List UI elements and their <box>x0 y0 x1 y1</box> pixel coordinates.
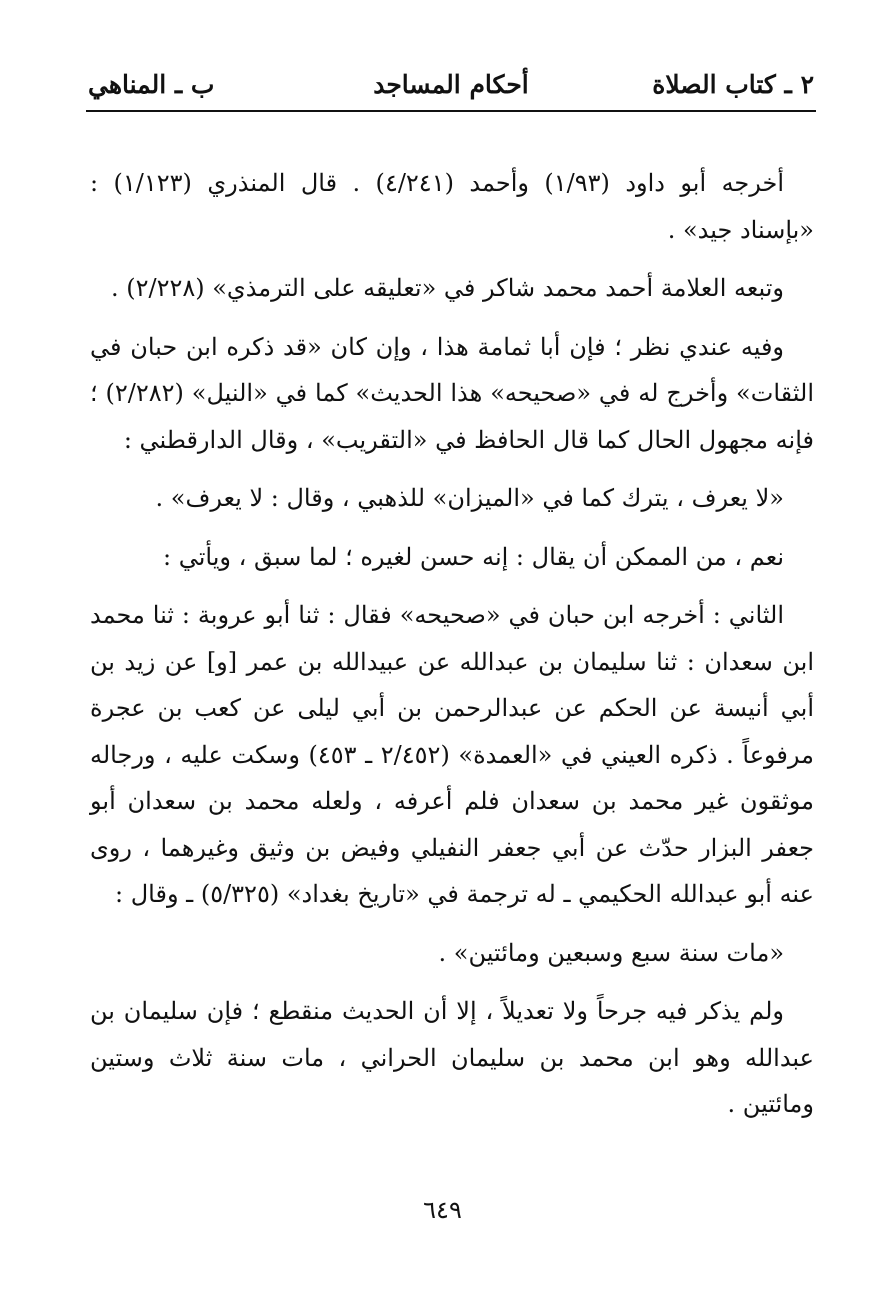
paragraph-1: أخرجه أبو داود (١/٩٣) وأحمد (٤/٢٤١) . قال المنذري (١/١٢٣) : «بإسناد جيد» . <box>90 169 814 244</box>
running-head <box>88 66 814 106</box>
header-subsection-title: ب ـ المناهي <box>88 70 215 99</box>
body-text <box>90 160 814 1140</box>
paragraph-2: وتبعه العلامة أحمد محمد شاكر في «تعليقه على الترمذي» (٢/٢٢٨) . <box>110 274 784 302</box>
paragraph-7: «مات سنة سبع وسبعين ومائتين» . <box>438 938 784 967</box>
paragraph-8: ولم يذكر فيه جرحاً ولا تعديلاً ، إلا أن الحديث منقطع ؛ فإن سليمان بن عبدالله وهو ابن محمد بن سليمان الحراني ، مات سنة ثلاث وستين ومائتين . <box>90 997 814 1118</box>
paragraph-4: «لا يعرف ، يترك كما في «الميزان» للذهبي ، وقال : لا يعرف» . <box>155 484 784 512</box>
page-number: ٦٤٩ <box>423 1196 462 1224</box>
paragraph-6: الثاني : أخرجه ابن حبان في «صحيحه» فقال : ثنا أبو عروبة : ثنا محمد ابن سعدان : ثنا سليمان بن عبدالله عن عبيدالله بن عمر [و] عن زيد بن أبي أنيسة عن الحكم عن عبدالرحمن بن أبي ليلى عن كعب بن عجرة مرفوعاً . ذكره العيني في «العمدة» (٢/٤٥٢ ـ ٤٥٣) وسكت عليه ، ورجاله موثقون غير محمد بن سعدان فلم أعرفه ، ولعله محمد بن سعدان أبو جعفر البزار حدّث عن أبي جعفر النفيلي وفيض بن وثيق وغيرهما ، روى عنه أبو عبدالله الحكيمي ـ له ترجمة في «تاريخ بغداد» (٥/٣٢٥) ـ وقال : <box>90 601 815 908</box>
paragraph-5: نعم ، من الممكن أن يقال : إنه حسن لغيره ؛ لما سبق ، ويأتي : <box>162 542 784 571</box>
paragraph-3: وفيه عندي نظر ؛ فإن أبا ثمامة هذا ، وإن كان «قد ذكره ابن حبان في الثقات» وأخرج له في «صحيحه» هذا الحديث» كما في «النيل» (٢/٢٨٢) ؛ فإنه مجهول الحال كما قال الحافظ في «التقريب» ، وقال الدارقطني : <box>90 332 814 454</box>
header-section-title: أحكام المساجد <box>373 70 529 99</box>
header-rule <box>86 110 816 112</box>
header-chapter-title: ٢ ـ كتاب الصلاة <box>652 70 814 99</box>
